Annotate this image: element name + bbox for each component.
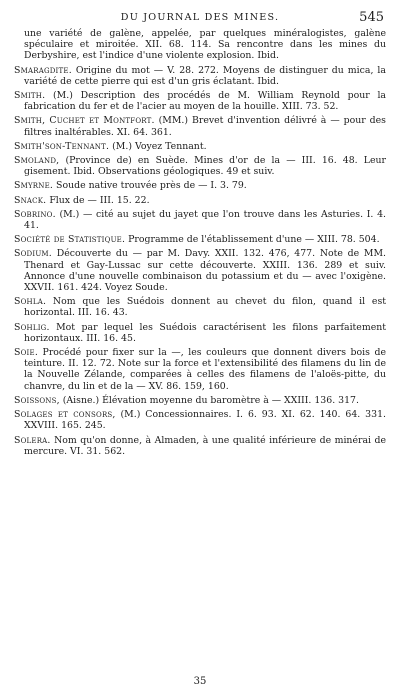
entry-head: Société de Statistique. (14, 234, 126, 246)
entry-text: Découverte du — par M. Davy. XXII. 132. 476, 477. Note de MM. Thenard et Gay-Lussac sur cette découverte. XXIII. 136. 289 et suiv. Annonce d'une nouvelle combinaison du potassium et du — avec l'oxigène. XXVII. 161. 424. Voyez Soude. (24, 248, 386, 294)
entry-text: Nom que les Suédois donnent au chevet du filon, quand il est horizontal. III. 16. 43. (24, 296, 386, 319)
entry-head: Soissons, (14, 394, 60, 406)
entry-text: (M.) Concessionnaires. I. 6. 93. XI. 62. 140. 64. 331. XXVIII. 165. 245. (24, 409, 386, 432)
entry-text: Programme de l'établissement d'une — XIII. 78. 504. (125, 234, 380, 246)
index-entry (14, 347, 386, 392)
entry-text: (Province de) en Suède. Mines d'or de la — III. 16. 48. Leur gisement. Ibid. Observations géologiques. 49 et suiv. (24, 155, 386, 178)
index-entry (14, 115, 386, 137)
entry-text: (Aisne.) Élévation moyenne du baromètre à — XXIII. 136. 317. (59, 394, 359, 406)
index-entry (14, 141, 386, 152)
entry-text: (M.) Voyez Tennant. (109, 140, 207, 152)
entry-head: Smith'son-Tennant. (14, 140, 110, 152)
entry-text: (MM.) Brevet d'invention délivré à — pour des filtres inaltérables. XI. 64. 361. (24, 115, 386, 138)
index-entry (14, 435, 386, 457)
index-entry (14, 155, 386, 177)
entry-head: Sobrino. (14, 208, 56, 220)
signature-mark: 35 (193, 676, 207, 687)
index-entry (14, 195, 386, 206)
entry-text: une variété de galène, appelée, par quelques minéralogistes, galène spéculaire et miroitée. XII. 68. 114. Sa rencontre dans les mines du Derbyshire, est l'indice d'une violente explosion. Ibid. (24, 28, 386, 62)
index-entry (14, 296, 386, 318)
page-header (14, 8, 386, 28)
entry-text: Flux de — III. 15. 22. (46, 194, 150, 206)
running-head: DU JOURNAL DES MINES. (120, 12, 280, 23)
entry-text: Origine du mot — V. 28. 272. Moyens de distinguer du mica, la variété de cette pierre qui est d'un gris éclatant. Ibid. (24, 64, 386, 87)
index-entry (14, 234, 386, 245)
index-entry (14, 248, 386, 293)
entry-head: Sohla. (14, 296, 47, 308)
entry-text: Procédé pour fixer sur la —, les couleurs que donnent divers bois de teinture. II. 12. 72. Note sur la force et l'extensibilité des filamens du lin de la Nouvelle Zélande, comparées à celles des filamens de l'aloës-pitte, du chanvre, du lin et de la — XV. 86. 159, 160. (24, 347, 386, 392)
document-page (14, 8, 386, 692)
page-number: 545 (359, 10, 384, 25)
entry-head: Smaragdite. (14, 64, 72, 76)
index-entry (14, 322, 386, 344)
entry-head: Soie. (14, 347, 38, 359)
entry-text: Soude native trouvée près de — I. 3. 79. (53, 180, 247, 192)
index-entry (14, 180, 386, 191)
index-entry (14, 409, 386, 431)
index-entry (14, 209, 386, 231)
entry-head: Snack. (14, 194, 47, 206)
entry-head: Smith, Cuchet et Montfort. (14, 115, 155, 127)
entry-text: (M.) Description des procédés de M. William Reynold pour la fabrication du fer et de l'acier au moyen de la houille. XIII. 73. 52. (24, 90, 386, 113)
index-entries (14, 28, 386, 457)
index-entry (14, 65, 386, 87)
entry-head: Sodium. (14, 248, 52, 260)
index-entry (14, 395, 386, 406)
entry-head: Solages et consors, (14, 409, 116, 421)
entry-text: (M.) — cité au sujet du jayet que l'on trouve dans les Asturies. I. 4. 41. (24, 208, 386, 232)
entry-head: Smoland, (14, 155, 60, 167)
entry-text: Mot par lequel les Suédois caractérisent les filons parfaitement horizontaux. III. 16. 45. (24, 321, 386, 344)
index-entry (14, 28, 386, 62)
entry-head: Sohlig. (14, 321, 50, 333)
entry-head: Solera. (14, 434, 51, 446)
entry-head: Smyrne. (14, 180, 54, 192)
entry-text: Nom qu'on donne, à Almaden, à une qualité inférieure de minérai de mercure. VI. 31. 562. (24, 434, 386, 457)
entry-head: Smith. (14, 90, 46, 102)
index-entry (14, 90, 386, 112)
